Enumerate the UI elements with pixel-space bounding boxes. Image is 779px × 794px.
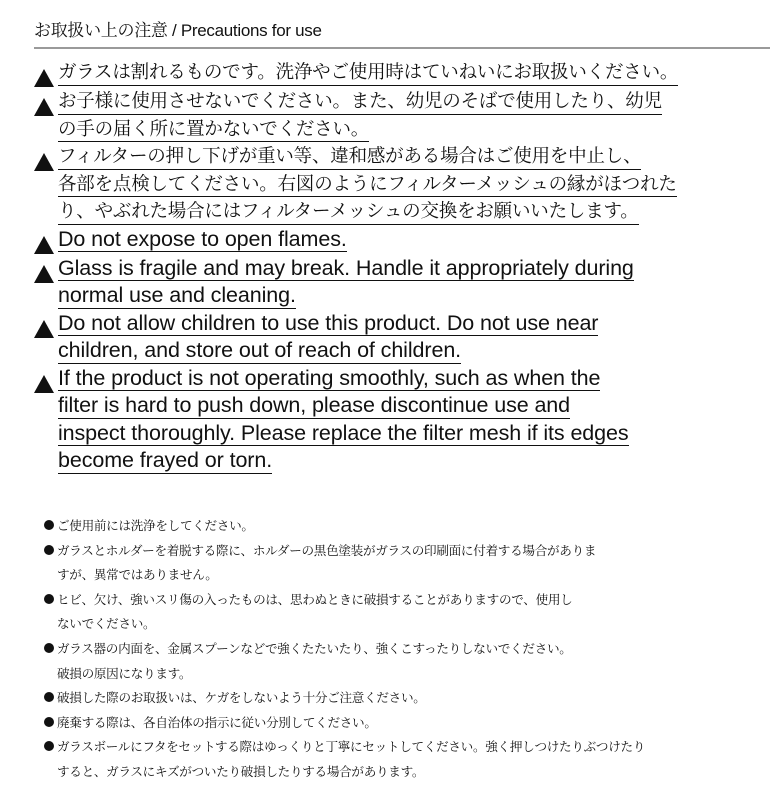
warning-item: [34, 142, 754, 225]
warning-triangle-icon: [34, 265, 54, 283]
note-text: [57, 686, 774, 711]
note-line: ガラスボールにフタをセットする際はゆっくりと丁寧にセットしてください。強く押しつけたりぶつけたり: [57, 739, 646, 755]
note-line: ヒビ、欠け、強いスリ傷の入ったものは、思わぬときに破損することがありますので、使用し: [57, 591, 573, 607]
warning-text: [58, 225, 754, 253]
warning-text: [58, 309, 754, 364]
warning-line: Glass is fragile and may break. Handle it appropriately during: [58, 255, 634, 280]
note-item: [44, 686, 774, 711]
note-item: [44, 735, 774, 784]
warning-triangle-icon: [34, 98, 54, 116]
warning-item: [34, 87, 754, 142]
warning-line: の手の届く所に置かないでください。: [58, 115, 369, 143]
warning-line: り、やぶれた場合にはフィルターメッシュの交換をお願いいたします。: [58, 197, 639, 225]
note-text: [57, 637, 774, 686]
warning-item: [34, 309, 754, 364]
note-text: [57, 735, 774, 784]
note-line: 廃棄する際は、各自治体の指示に従い分別してください。: [57, 714, 377, 730]
warning-item: [34, 254, 754, 309]
note-item: [44, 539, 774, 588]
note-line: ないでください。: [57, 616, 156, 632]
warning-triangle-icon: [34, 236, 54, 254]
bullet-icon: [44, 643, 54, 653]
warning-line: Do not allow children to use this product. Do not use near: [58, 310, 599, 335]
bullet-icon: [44, 520, 54, 530]
note-item: [44, 588, 774, 637]
warning-line: filter is hard to push down, please discontinue use and: [58, 393, 571, 417]
notes-list: [44, 514, 774, 785]
bullet-icon: [44, 692, 54, 702]
warning-triangle-icon: [34, 320, 54, 338]
note-text: [57, 514, 774, 539]
warning-line: フィルターの押し下げが重い等、違和感がある場合はご使用を中止し、: [58, 142, 641, 170]
warning-triangle-icon: [34, 375, 54, 393]
warning-item: [34, 58, 754, 87]
warning-line: お子様に使用させないでください。また、幼児のそばで使用したり、幼児: [58, 87, 662, 115]
bullet-icon: [44, 545, 54, 555]
bullet-icon: [44, 741, 54, 751]
warning-line: become frayed or torn.: [58, 448, 273, 472]
warning-text: [58, 142, 754, 225]
warning-line: ガラスは割れるものです。洗浄やご使用時はていねいにお取扱いください。: [58, 58, 678, 86]
warning-item: [34, 225, 754, 254]
warning-triangle-icon: [34, 153, 54, 171]
warning-line: 各部を点検してください。右図のようにフィルターメッシュの縁がほつれた: [58, 170, 677, 198]
bullet-icon: [44, 594, 54, 604]
note-item: [44, 514, 774, 539]
note-line: ガラスとホルダーを着脱する際に、ホルダーの黒色塗装がガラスの印刷面に付着する場合がありま: [57, 542, 597, 558]
warning-text: [58, 254, 754, 309]
bullet-icon: [44, 717, 54, 727]
note-line: ガラス器の内面を、金属スプーンなどで強くたたいたり、強くこすったりしないでください。: [57, 640, 572, 656]
note-line: ご使用前には洗浄をしてください。: [57, 518, 254, 533]
warning-list: [34, 58, 754, 474]
warning-item: [34, 364, 754, 474]
note-text: [57, 711, 774, 736]
note-text: [57, 539, 774, 588]
warning-line: normal use and cleaning.: [58, 283, 296, 307]
note-line: 破損した際のお取扱いは、ケガをしないよう十分ご注意ください。: [57, 690, 426, 706]
warning-triangle-icon: [34, 69, 54, 87]
warning-line: If the product is not operating smoothly, such as when the: [58, 365, 601, 390]
page-title: お取扱い上の注意 / Precautions for use: [34, 16, 770, 49]
note-line: 破損の原因になります。: [57, 665, 192, 681]
warning-line: Do not expose to open flames.: [58, 226, 347, 251]
warning-line: inspect thoroughly. Please replace the filter mesh if its edges: [58, 420, 629, 445]
note-item: [44, 711, 774, 736]
warning-text: [58, 58, 754, 86]
warning-text: [58, 87, 754, 142]
warning-line: children, and store out of reach of children.: [58, 338, 462, 362]
warning-text: [58, 364, 754, 474]
note-line: すると、ガラスにキズがついたり破損したりする場合があります。: [57, 763, 425, 779]
note-item: [44, 637, 774, 686]
note-line: すが、異常ではありません。: [57, 567, 218, 583]
note-text: [57, 588, 774, 637]
